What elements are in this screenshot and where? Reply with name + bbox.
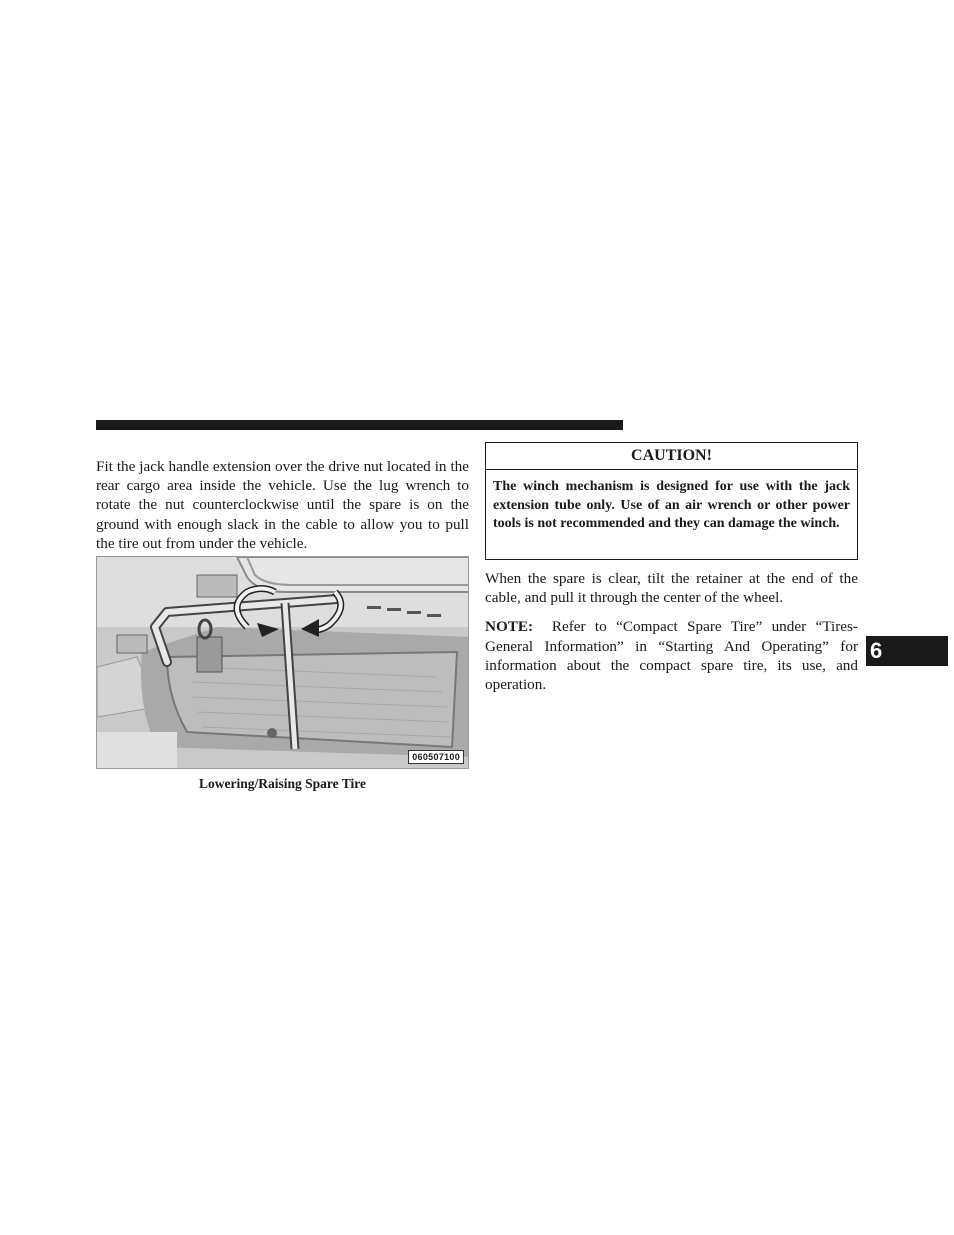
left-column [96,457,469,553]
note-paragraph [485,617,858,694]
retainer-paragraph: When the spare is clear, tilt the retainer at the end of the cable, and pull it through the center of the wheel. [485,570,858,607]
caution-title: CAUTION! [486,443,857,470]
right-column [485,569,858,704]
spare-tire-illustration [96,556,469,769]
illustration-drawing [97,557,469,769]
note-text: Refer to “Compact Spare Tire” under “Tires-General Information” in “Starting And Operating” for information about the compact spare tire, its use, and operation. [485,618,858,694]
figure-code: 060507100 [408,750,464,764]
section-rule [96,420,623,430]
instruction-paragraph: Fit the jack handle extension over the drive nut located in the rear cargo area inside the vehicle. Use the lug wrench to rotate the nut counterclockwise until the spare is on the ground with enough slack in the cable to allow you to pull the tire out from under the vehicle. [96,458,469,552]
caution-box [485,442,858,560]
figure-caption: Lowering/Raising Spare Tire [198,776,367,791]
section-tab: 6 [866,636,948,666]
caution-text: The winch mechanism is designed for use with the jack extension tube only. Use of an air wrench or other power tools is not recommended and they can damage the winch. [493,479,850,532]
note-label: NOTE: [485,618,534,636]
